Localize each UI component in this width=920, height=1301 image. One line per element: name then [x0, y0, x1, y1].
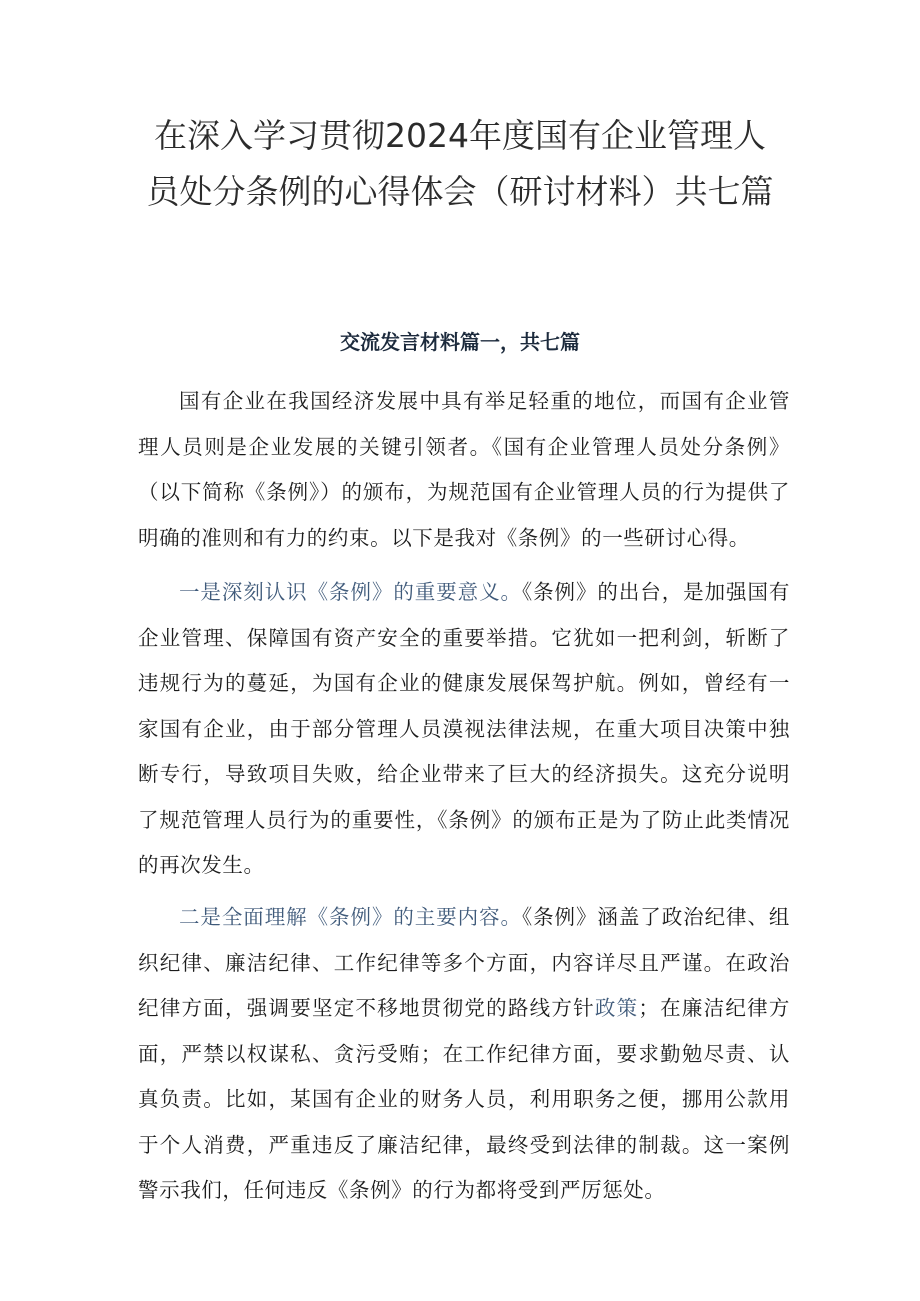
section-subtitle: 交流发言材料篇一，共七篇 — [340, 330, 580, 354]
point-two-blue-word: 政策 — [594, 996, 639, 1020]
paragraph-point-two — [138, 895, 790, 1214]
paragraph-intro — [138, 379, 790, 561]
point-one-text: 《条例》的出台，是加强国有企业管理、保障国有资产安全的重要举措。它犹如一把利剑，斩断了违规行为的蔓延，为国有企业的健康发展保驾护航。例如，曾经有一家国有企业，由于部分管理人员漠视法律法规，在重大项目决策中独断专行，导致项目失败，给企业带来了巨大的经济损失。这充分说明了规范管理人员行为的重要性，《条例》的颁布正是为了防止此类情况的再次发生。 — [138, 580, 790, 877]
paragraph-point-one — [138, 570, 790, 889]
point-two-text-after: ；在廉洁纪律方面，严禁以权谋私、贪污受贿；在工作纪律方面，要求勤勉尽责、认真负责。比如，某国有企业的财务人员，利用职务之便，挪用公款用于个人消费，严重违反了廉洁纪律，最终受到法律的制裁。这一案例警示我们，任何违反《条例》的行为都将受到严厉惩处。 — [138, 996, 791, 1202]
paragraph-intro-text: 国有企业在我国经济发展中具有举足轻重的地位，而国有企业管理人员则是企业发展的关键引领者。《国有企业管理人员处分条例》（以下简称《条例》）的颁布，为规范国有企业管理人员的行为提供了明确的准则和有力的约束。以下是我对《条例》的一些研讨心得。 — [138, 389, 790, 550]
point-two-heading: 二是全面理解《条例》的主要内容。 — [179, 905, 522, 929]
point-one-heading: 一是深刻认识《条例》的重要意义。 — [179, 580, 522, 604]
document-title: 在深入学习贯彻2024年度国有企业管理人员处分条例的心得体会（研讨材料）共七篇 — [146, 116, 774, 211]
point-two-text-before: 《条例》涵盖了政治纪律、组织纪律、廉洁纪律、工作纪律等多个方面，内容详尽且严谨。在政治纪律方面，强调要坚定不移地贯彻党的路线方针 — [138, 905, 790, 1020]
